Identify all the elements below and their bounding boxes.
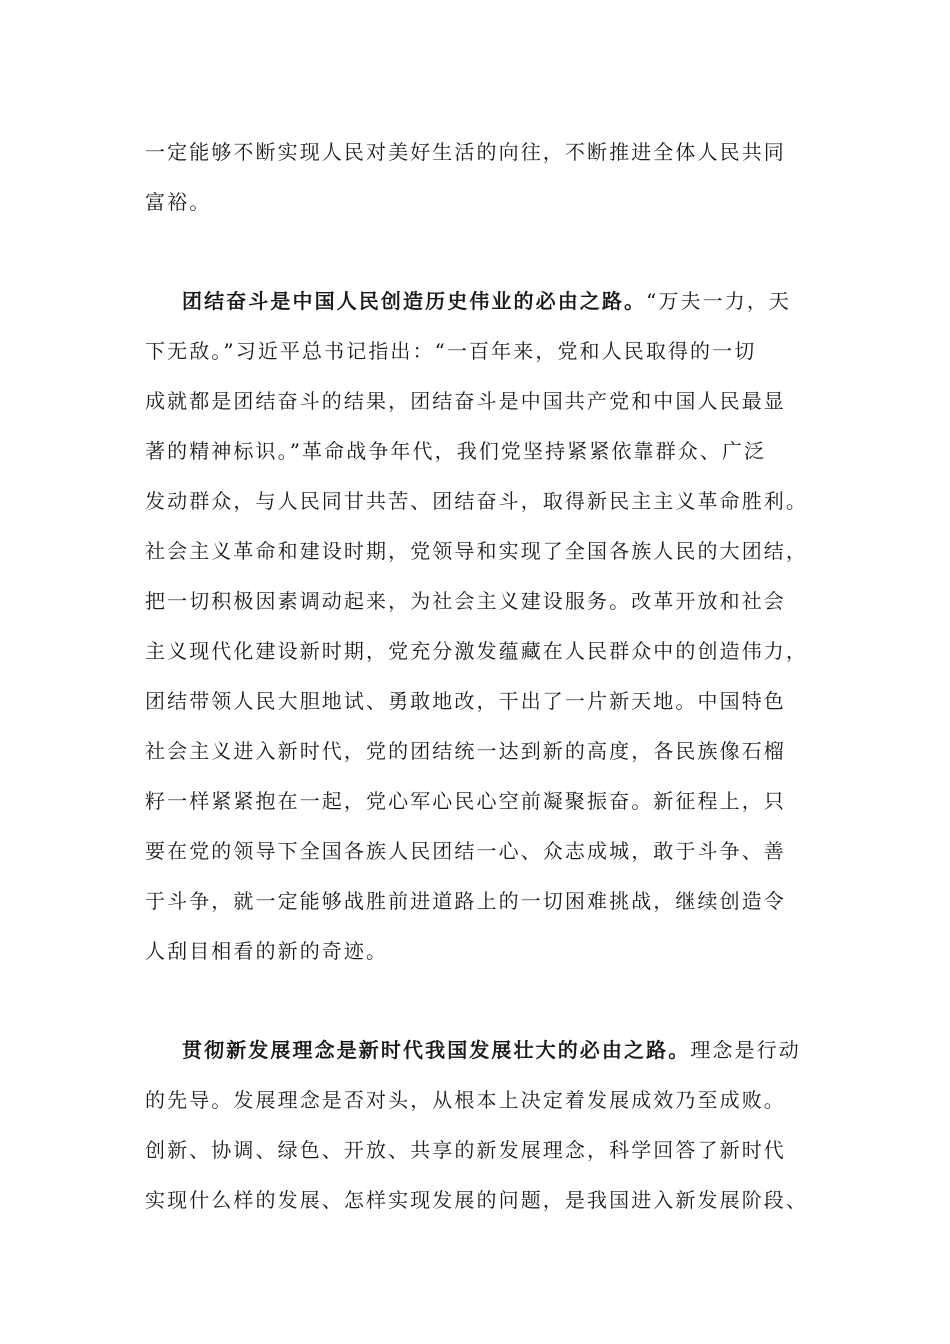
text-line: 社会主义革命和建设时期，党领导和实现了全国各族人民的大团结，	[145, 539, 808, 563]
bold-lead-sentence: 贯彻新发展理念是新时代我国发展壮大的必由之路。	[182, 1038, 691, 1062]
paragraph-lead-line	[182, 286, 872, 316]
text-line: 要在党的领导下全国各族人民团结一心、众志成城，敢于斗争、善	[145, 839, 786, 863]
paragraph-lead-line	[182, 1035, 872, 1065]
text-line: 人刮目相看的新的奇迹。	[145, 939, 389, 963]
text-line: 籽一样紧紧抱在一起，党心军心民心空前凝聚振奋。新征程上，只	[145, 789, 786, 813]
text-line: 下无敌。”习近平总书记指出：“一百年来，党和人民取得的一切	[145, 339, 757, 363]
bold-lead-sentence: 团结奋斗是中国人民创造历史伟业的必由之路。	[182, 289, 647, 313]
text-line: 成就都是团结奋斗的结果，团结奋斗是中国共产党和中国人民最显	[145, 389, 786, 413]
text-line: 创新、协调、绿色、开放、共享的新发展理念，科学回答了新时代	[145, 1138, 786, 1162]
text-line: 实现什么样的发展、怎样实现发展的问题，是我国进入新发展阶段、	[145, 1188, 808, 1212]
text-line: 主义现代化建设新时期，党充分激发蕴藏在人民群众中的创造伟力，	[145, 639, 808, 663]
text-line: 社会主义进入新时代，党的团结统一达到新的高度，各民族像石榴	[145, 739, 786, 763]
text-line: 团结带领人民大胆地试、勇敢地改，干出了一片新天地。中国特色	[145, 689, 786, 713]
text-line: 一定能够不断实现人民对美好生活的向往，不断推进全体人民共同	[145, 140, 786, 164]
text-run: “万夫一力，天	[646, 289, 792, 313]
text-line: 把一切积极因素调动起来，为社会主义建设服务。改革开放和社会	[145, 589, 786, 613]
text-line: 的先导。发展理念是否对头，从根本上决定着发展成效乃至成败。	[145, 1088, 786, 1112]
text-line: 发动群众，与人民同甘共苦、团结奋斗，取得新民主主义革命胜利。	[145, 489, 808, 513]
text-line: 富裕。	[145, 190, 212, 214]
text-line: 于斗争，就一定能够战胜前进道路上的一切困难挑战，继续创造令	[145, 889, 786, 913]
text-line: 著的精神标识。”革命战争年代，我们党坚持紧紧依靠群众、广泛	[145, 439, 767, 463]
text-run: 理念是行动	[690, 1038, 801, 1062]
